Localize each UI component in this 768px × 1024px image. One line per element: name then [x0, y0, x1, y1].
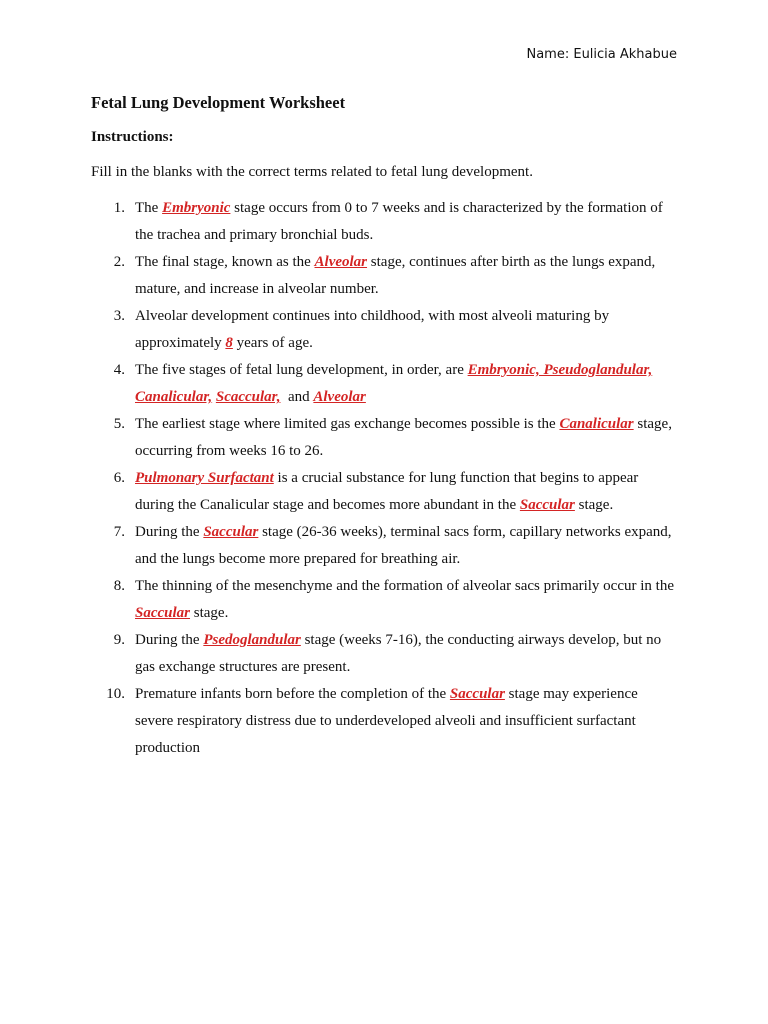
question-number: 6. [113, 470, 125, 486]
answer-blank: Embryonic [162, 200, 231, 216]
question-text: stage. [190, 605, 229, 621]
question-text: stage occurs from 0 to 7 weeks and is characterized by the formation of the trachea and primary bronchial buds. [135, 200, 663, 243]
question-number: 4. [113, 362, 125, 378]
answer-blank: Canalicular [559, 416, 634, 432]
answer-blank: Scaccular, [215, 389, 281, 405]
question-text: is a crucial substance for lung function that begins to appear during the Canalicular stage and becomes more abundant in the [135, 470, 639, 513]
answer-blank: Psedoglandular [203, 632, 301, 648]
question-text: years of age. [232, 335, 313, 351]
question-number: 10. [106, 686, 125, 702]
question-text: During the [135, 524, 204, 540]
answer-blank: Saccular [203, 524, 259, 540]
question-text: stage. [574, 497, 614, 513]
answer-blank: Alveolar [314, 254, 368, 270]
question-text: stage, occurring from weeks 16 to 26. [135, 416, 672, 459]
question-item [91, 519, 678, 573]
answer-blank: Saccular [135, 605, 191, 621]
question-number: 9. [113, 632, 125, 648]
question-text: stage (26-36 weeks), terminal sacs form, capillary networks expand, and the lungs become more prepared for breathing air. [135, 524, 672, 567]
worksheet-title: Fetal Lung Development Worksheet [91, 93, 346, 112]
question-text: The [135, 200, 163, 216]
question-item [91, 627, 678, 681]
question-item [91, 681, 678, 762]
question-list [91, 195, 678, 762]
question-item [91, 249, 678, 303]
question-item [91, 573, 678, 627]
question-text: The final stage, known as the [135, 254, 315, 270]
question-text: The thinning of the mesenchyme and the formation of alveolar sacs primarily occur in the [135, 578, 674, 594]
question-text: stage, continues after birth as the lungs expand, mature, and increase in alveolar number. [135, 254, 656, 297]
answer-blank: Alveolar [313, 389, 366, 405]
question-number: 5. [113, 416, 125, 432]
question-text: stage (weeks 7-16), the conducting airways develop, but no gas exchange structures are present. [135, 632, 662, 675]
answer-blank: Saccular [519, 497, 575, 513]
instructions-heading: Instructions: [91, 129, 174, 145]
question-text: The earliest stage where limited gas exchange becomes possible is the [135, 416, 560, 432]
question-number: 1. [113, 200, 125, 216]
question-text: and [280, 389, 314, 405]
question-item [91, 411, 678, 465]
question-text: Premature infants born before the completion of the [135, 686, 450, 702]
question-item [91, 303, 678, 357]
question-number: 3. [113, 308, 125, 324]
answer-blank: Pulmonary Surfactant [135, 470, 274, 486]
question-text: During the [135, 632, 204, 648]
question-text: The five stages of fetal lung development, in order, are [135, 362, 468, 378]
instructions-text: Fill in the blanks with the correct terms related to fetal lung development. [91, 164, 533, 180]
question-number: 7. [113, 524, 125, 540]
question-item [91, 195, 678, 249]
worksheet-body [91, 92, 678, 762]
question-text: Alveolar development continues into childhood, with most alveoli maturing by approximately [135, 308, 610, 351]
question-item [91, 465, 678, 519]
question-number: 2. [113, 254, 125, 270]
answer-blank: 8 [225, 335, 233, 351]
question-item [91, 357, 678, 411]
answer-blank: Embryonic, Pseudoglandular, Canalicular, [135, 362, 653, 405]
student-name: Name: Eulicia Akhabue [526, 47, 677, 62]
answer-blank: Saccular [449, 686, 505, 702]
question-text: stage may experience severe respiratory distress due to underdeveloped alveoli and insufficient surfactant production [135, 686, 638, 756]
question-number: 8. [113, 578, 125, 594]
